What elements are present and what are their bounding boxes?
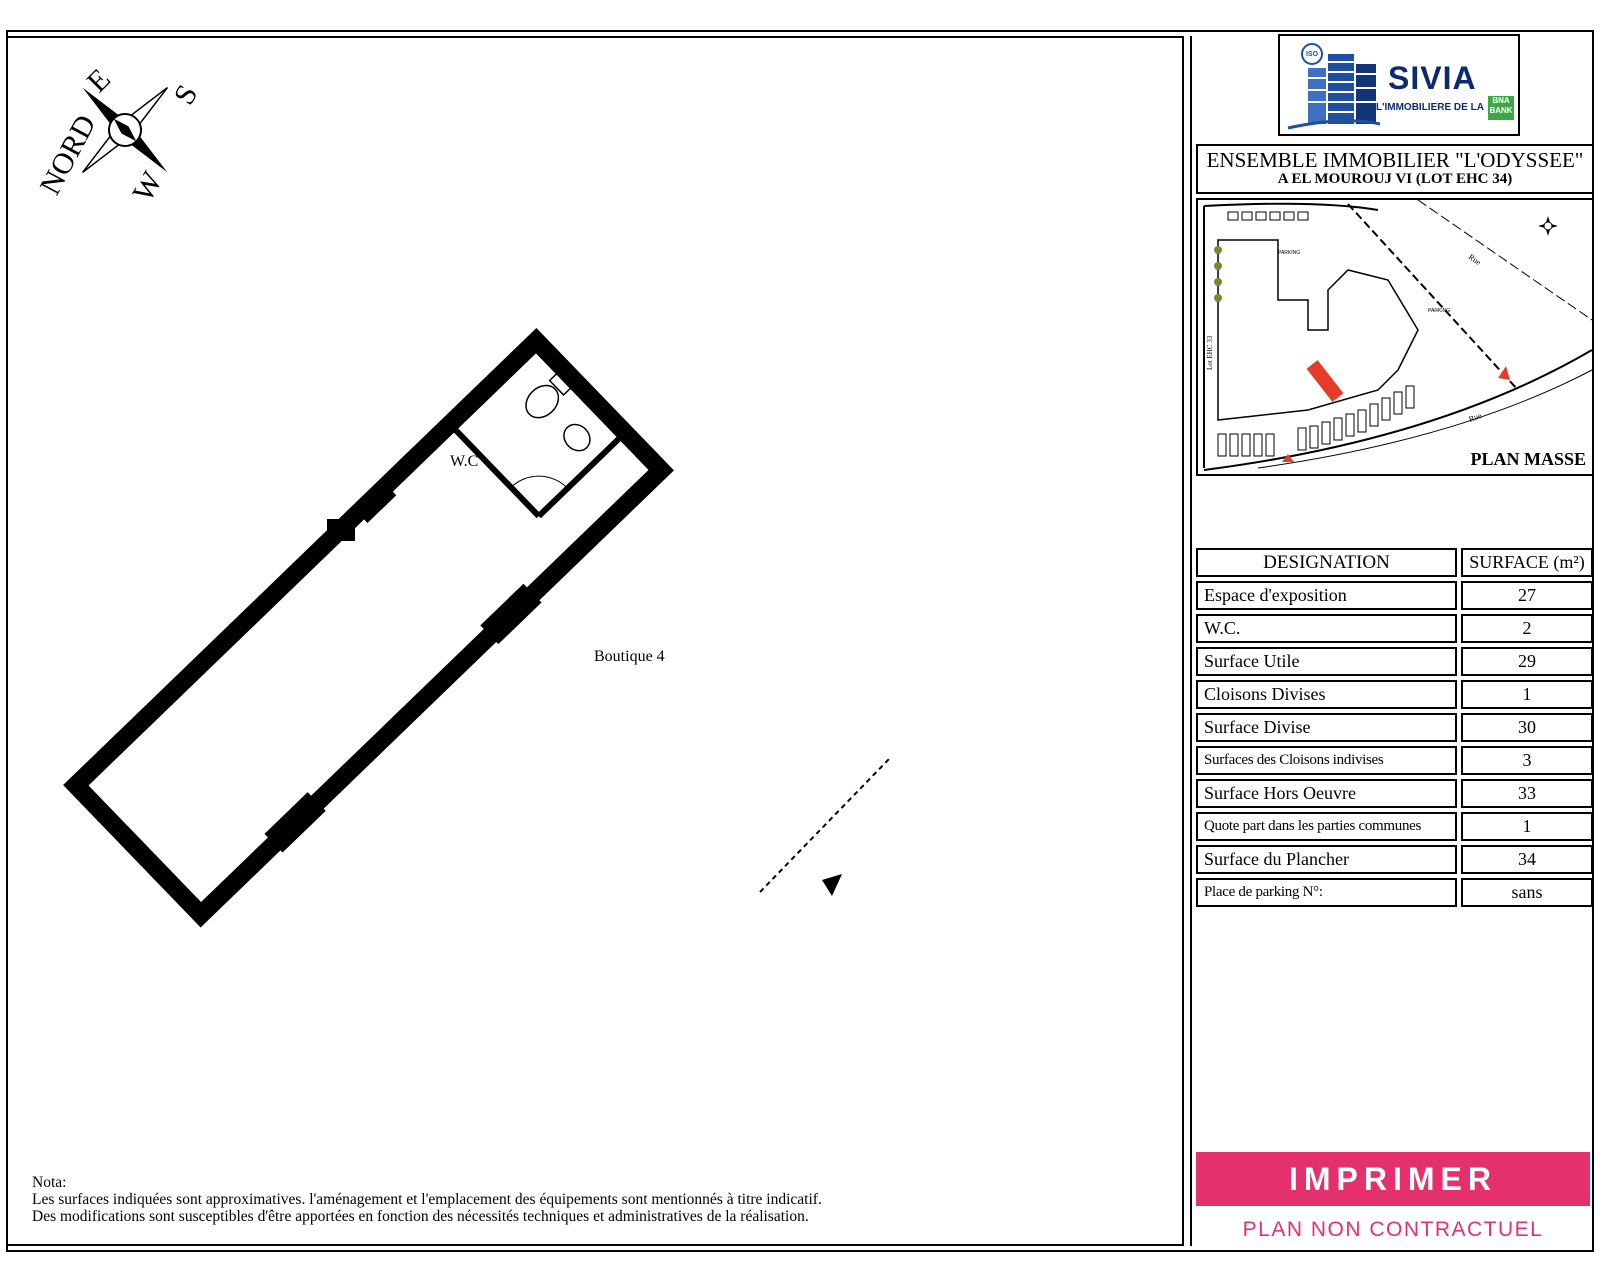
- compass-south: S: [167, 79, 205, 111]
- nota: [32, 1174, 822, 1225]
- row-value: 27: [1461, 581, 1593, 610]
- table-header: [1196, 548, 1594, 577]
- iso-label: ISO: [1305, 51, 1319, 58]
- plan-masse-label: PLAN MASSE: [1470, 449, 1586, 469]
- row-value: 33: [1461, 779, 1593, 808]
- boutique-walls: [72, 336, 670, 923]
- row-label: W.C.: [1196, 614, 1457, 643]
- parking-2: PARKING: [1428, 308, 1451, 314]
- row-label: Surface du Plancher: [1196, 845, 1457, 874]
- plan-masse: [1196, 198, 1594, 476]
- row-value: 3: [1461, 746, 1593, 775]
- table-row: [1196, 779, 1594, 808]
- table-row: [1196, 680, 1594, 709]
- header-designation: DESIGNATION: [1196, 548, 1457, 577]
- mini-compass-icon: [1538, 216, 1558, 236]
- row-value: 1: [1461, 680, 1593, 709]
- nota-line-2: Des modifications sont susceptibles d'être apportées en fonction des nécessités techniques et administratives de la réalisation.: [32, 1208, 809, 1225]
- row-label: Place de parking N°:: [1196, 878, 1457, 907]
- room-label: Boutique 4: [594, 648, 665, 665]
- wall-stub: [327, 519, 355, 541]
- surface-table: [1196, 548, 1594, 911]
- site-plan-drawing: [1198, 200, 1592, 474]
- table-row: [1196, 713, 1594, 742]
- table-row: [1196, 614, 1594, 643]
- row-value: sans: [1461, 878, 1593, 907]
- non-contractual-notice: PLAN NON CONTRACTUEL: [1242, 1218, 1544, 1241]
- nota-title: Nota:: [32, 1174, 67, 1191]
- row-value: 34: [1461, 845, 1593, 874]
- table-row: [1196, 845, 1594, 874]
- compass-north: NORD: [33, 109, 103, 201]
- print-button[interactable]: IMPRIMER: [1196, 1152, 1590, 1206]
- entrance-arrow: [822, 874, 842, 896]
- street-2: Rue: [1467, 411, 1483, 424]
- street-1: Rue: [1466, 252, 1483, 268]
- project-subtitle: A EL MOUROUJ VI (LOT EHC 34): [1277, 171, 1513, 187]
- brand-tagline: L'IMMOBILIERE DE LA: [1376, 102, 1484, 113]
- bna-name: BNA: [1492, 96, 1510, 105]
- brand-name: SIVIA: [1388, 60, 1477, 96]
- row-label: Surface Utile: [1196, 647, 1457, 676]
- table-row: [1196, 581, 1594, 610]
- row-label: Surface Hors Oeuvre: [1196, 779, 1457, 808]
- building-icon: [1284, 38, 1384, 134]
- row-value: 29: [1461, 647, 1593, 676]
- table-row: [1196, 647, 1594, 676]
- parking-1: PARKING: [1278, 250, 1301, 256]
- compass-west: W: [126, 166, 170, 208]
- row-label: Surfaces des Cloisons indivises: [1196, 746, 1457, 775]
- nota-line-1: Les surfaces indiquées sont approximatives. l'aménagement et l'emplacement des équipements sont mentionnés à titre indicatif.: [32, 1191, 822, 1208]
- compass-rose: [30, 60, 220, 220]
- row-label: Espace d'exposition: [1196, 581, 1457, 610]
- bna-badge: [1488, 96, 1514, 120]
- row-value: 1: [1461, 812, 1593, 841]
- row-label: Surface Divise: [1196, 713, 1457, 742]
- header-surface: SURFACE (m²): [1461, 548, 1593, 577]
- row-value: 2: [1461, 614, 1593, 643]
- bna-sub: BANK: [1489, 106, 1513, 115]
- project-title-box: [1196, 144, 1594, 194]
- lot-label: Lot EHC 33: [1206, 335, 1214, 370]
- glazed-front: [760, 758, 890, 892]
- row-value: 30: [1461, 713, 1593, 742]
- unit-highlight: [1307, 360, 1344, 402]
- table-row: [1196, 812, 1594, 841]
- project-title: ENSEMBLE IMMOBILIER "L'ODYSSEE": [1206, 148, 1584, 172]
- wc-label: W.C: [450, 453, 479, 470]
- table-row: [1196, 878, 1594, 907]
- sivia-logo: [1278, 34, 1520, 136]
- table-row: [1196, 746, 1594, 775]
- row-label: Cloisons Divises: [1196, 680, 1457, 709]
- compass-east: E: [80, 62, 117, 99]
- row-label: Quote part dans les parties communes: [1196, 812, 1457, 841]
